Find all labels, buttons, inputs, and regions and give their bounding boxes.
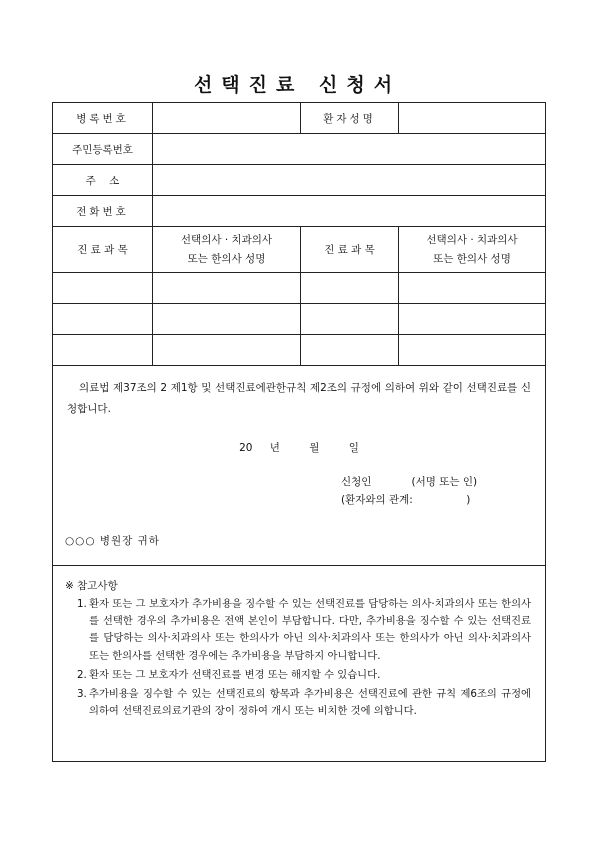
notes-section — [53, 566, 546, 762]
department-cell[interactable] — [301, 304, 399, 335]
date-day: 일 — [348, 442, 359, 454]
applicant-line[interactable]: 신청인 (서명 또는 인) — [341, 476, 478, 488]
doctor-header-line1: 선택의사 · 치과의사 — [426, 233, 518, 246]
application-form — [52, 102, 546, 762]
doctor-name-cell[interactable] — [399, 335, 546, 366]
note-number: 2. — [77, 668, 87, 681]
note-text: 추가비용을 징수할 수 있는 선택진료의 항목과 추가비용은 선택진료에 관한 규칙 제6조의 규정에 의하여 선택진료의료기관의 장이 정하여 개시 또는 비치한 것에 의합니다. — [89, 688, 531, 718]
department-cell[interactable] — [301, 335, 399, 366]
date-year-prefix: 20 — [239, 442, 253, 454]
notes-list — [77, 596, 531, 720]
phone-field[interactable] — [153, 196, 546, 227]
note-number: 1. — [77, 598, 87, 610]
doctor-name-cell[interactable] — [153, 273, 301, 304]
doctor-name-cell[interactable] — [153, 304, 301, 335]
note-item — [77, 686, 531, 720]
doctor-name-cell[interactable] — [153, 335, 301, 366]
signature-block — [341, 473, 545, 509]
department-cell[interactable] — [301, 273, 399, 304]
statement-text: 의료법 제37조의 2 제1항 및 선택진료에관한규칙 제2조의 규정에 의하여 위와 같이 선택진료를 신청합니다. — [67, 382, 531, 415]
department-cell[interactable] — [53, 304, 153, 335]
relation-line[interactable]: (환자와의 관계: ) — [341, 494, 471, 506]
note-text: 환자 또는 그 보호자가 추가비용을 징수할 수 있는 선택진료를 담당하는 의사·치과의사 또는 한의사를 선택한 경우의 추가비용은 전액 본인이 부담합니다. 다만, 추가비용을 징수할 수 있는 선택진료를 담당하는 의사·치과의사 또는 한의사가 아닌 의사·치과의사 또는 한의사가 아닌 의사·치과의사 또는 한의사를 선택한 경우에는 추가비용을 부담하지 아니합니다. — [89, 598, 531, 662]
phone-label: 전화번호 — [53, 196, 153, 227]
doctor-name-cell[interactable] — [399, 304, 546, 335]
date-month: 월 — [309, 442, 320, 454]
department-cell[interactable] — [53, 335, 153, 366]
note-item — [77, 667, 531, 684]
note-item — [77, 596, 531, 665]
form-title: 선택진료 신청서 — [193, 74, 402, 96]
resident-number-label: 주민등록번호 — [53, 134, 153, 165]
note-number: 3. — [77, 688, 87, 701]
address-field[interactable] — [153, 165, 546, 196]
department-label: 진 료 과 목 — [53, 227, 153, 273]
department-cell[interactable] — [53, 273, 153, 304]
department-label-2: 진 료 과 목 — [301, 227, 399, 273]
notes-title: ※ 참고사항 — [65, 580, 118, 592]
patient-name-label: 환자성명 — [301, 103, 399, 134]
address-label: 주 소 — [53, 165, 153, 196]
resident-number-field[interactable] — [153, 134, 546, 165]
doctor-header-line2: 또는 한의사 성명 — [187, 252, 266, 265]
patient-name-field[interactable] — [399, 103, 546, 134]
date-line — [53, 440, 545, 455]
statement-section — [53, 366, 546, 566]
doctor-header-line1: 선택의사 · 치과의사 — [180, 233, 273, 246]
record-number-field[interactable] — [153, 103, 301, 134]
addressee: ○○○ 병원장 귀하 — [65, 535, 160, 547]
doctor-header-line2: 또는 한의사 성명 — [433, 252, 511, 265]
doctor-name-header — [153, 227, 301, 273]
note-text: 환자 또는 그 보호자가 선택진료를 변경 또는 해지할 수 있습니다. — [89, 668, 381, 681]
record-number-label: 병록번호 — [53, 103, 153, 134]
doctor-name-cell[interactable] — [399, 273, 546, 304]
doctor-name-header-2 — [399, 227, 546, 273]
date-year: 년 — [269, 442, 280, 454]
